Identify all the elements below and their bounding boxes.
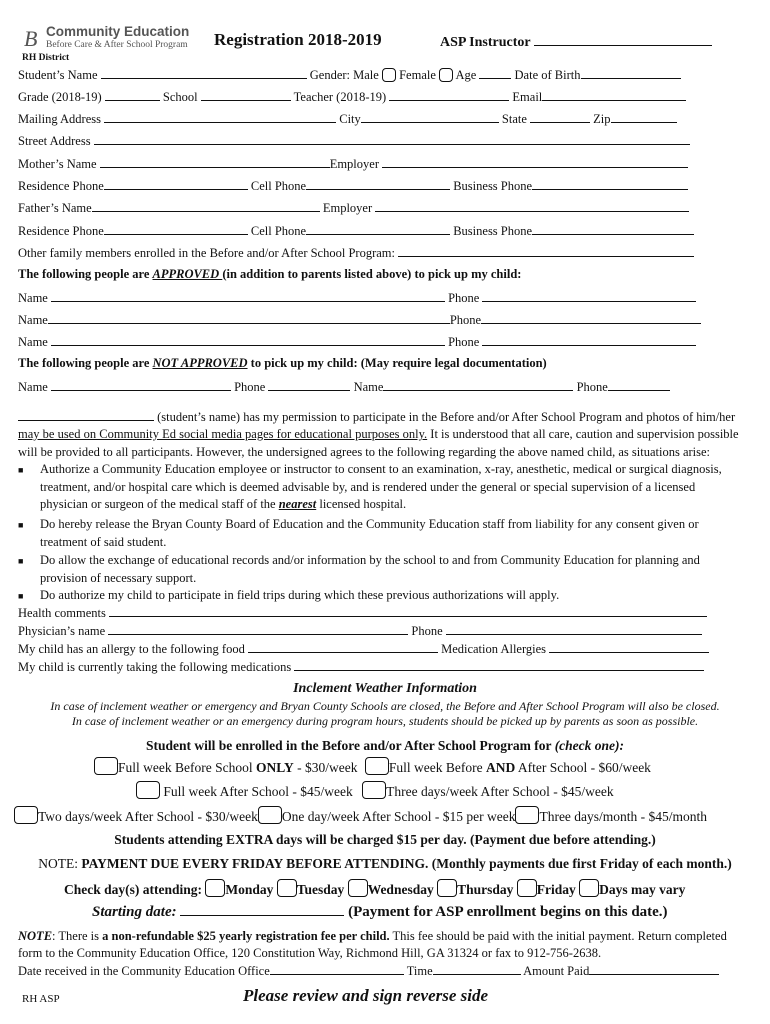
payment-note: NOTE: PAYMENT DUE EVERY FRIDAY BEFORE ATTENDING. (Monthly payments due first Friday of each month.) xyxy=(38,856,732,871)
father-phone-row: Residence Phone Cell Phone Business Phone xyxy=(18,223,694,239)
bullet-icon: ■ xyxy=(18,556,24,566)
full-week-before-only-checkbox[interactable] xyxy=(94,757,118,775)
office-use-row: Date received in the Community Education Office Time Amount Paid xyxy=(18,963,719,979)
option-row-1: Full week Before School ONLY - $30/week Full week Before AND After School - $60/week xyxy=(94,757,651,776)
other-family-field[interactable] xyxy=(398,245,694,257)
footer-note-line-2: form to the Community Education Office, 120 Constitution Way, Richmond Hill, GA 31324 or fax to 912-756-2638. xyxy=(18,946,602,960)
approved-phone-2[interactable] xyxy=(481,312,701,324)
wednesday-checkbox[interactable] xyxy=(348,879,368,897)
monday-checkbox[interactable] xyxy=(205,879,225,897)
option-row-3: Two days/week After School - $30/week One day/week After School - $15 per week Three days/month - $45/month xyxy=(14,806,707,825)
father-business-phone[interactable] xyxy=(532,223,694,235)
teacher-field[interactable] xyxy=(389,89,509,101)
approved-name-3[interactable] xyxy=(51,334,445,346)
thursday-checkbox[interactable] xyxy=(437,879,457,897)
check-days-row: Check day(s) attending: Monday Tuesday Wednesday Thursday Friday Days may vary xyxy=(64,879,685,898)
time-field[interactable] xyxy=(433,963,521,975)
approved-row-3: Name Phone xyxy=(18,334,696,350)
student-name-field[interactable] xyxy=(101,67,307,79)
student-name-row: Student’s Name Gender: Male Female Age Date of Birth xyxy=(18,67,681,83)
weather-title: Inclement Weather Information xyxy=(293,681,477,696)
approved-heading: The following people are APPROVED (in addition to parents listed above) to pick up my child: xyxy=(18,267,522,281)
two-days-week-checkbox[interactable] xyxy=(14,806,38,824)
allergy-row: My child has an allergy to the following food Medication Allergies xyxy=(18,641,709,657)
not-approved-name-1[interactable] xyxy=(51,379,231,391)
mother-business-phone[interactable] xyxy=(532,178,688,190)
mailing-row: Mailing Address City State Zip xyxy=(18,111,677,127)
approved-row-1: Name Phone xyxy=(18,290,696,306)
mother-row: Mother’s Name Employer xyxy=(18,156,688,172)
health-comments-field[interactable] xyxy=(109,605,707,617)
street-field[interactable] xyxy=(94,133,690,145)
mother-cell-phone[interactable] xyxy=(306,178,450,190)
medications-row: My child is currently taking the following medications xyxy=(18,659,704,675)
not-approved-phone-2[interactable] xyxy=(608,379,670,391)
not-approved-name-2[interactable] xyxy=(383,379,573,391)
mother-phone-row: Residence Phone Cell Phone Business Phone xyxy=(18,178,688,194)
dob-field[interactable] xyxy=(581,67,681,79)
weather-line-2: In case of inclement weather or an emergency during program hours, students should be picked up by parents as soon as possible. xyxy=(71,714,699,728)
approved-phone-3[interactable] xyxy=(482,334,696,346)
father-residence-phone[interactable] xyxy=(104,223,248,235)
logo xyxy=(22,24,190,54)
asp-instructor-label: ASP Instructor xyxy=(440,34,712,51)
bullet-item-1: Authorize a Community Education employee or instructor to consent to an examination, x-ray, anesthetic, medical or surgical diagnosis, treatment, and/or hospital care which is deemed advisable by, and is rendered under the general or special supervision of a licensed physician or surgeon of the medical staff of the nearest licensed hospital. xyxy=(40,462,722,511)
grade-row: Grade (2018-19) School Teacher (2018-19) Email xyxy=(18,89,686,105)
review-reverse-note: Please review and sign reverse side xyxy=(243,986,489,1005)
permission-line-1: (student’s name) has my permission to participate in the Before and/or After School Program and photos of him/her xyxy=(18,409,735,425)
weather-line-1: In case of inclement weather or emergency and Bryan County Schools are closed, the Before and After School Program will also be closed. xyxy=(50,699,720,713)
logo-subtitle: Before Care & After School Program xyxy=(46,40,188,50)
amount-paid-field[interactable] xyxy=(589,963,719,975)
permission-student-field[interactable] xyxy=(18,409,154,421)
father-name-field[interactable] xyxy=(92,200,320,212)
extra-days-note: Students attending EXTRA days will be charged $15 per day. (Payment due before attending.) xyxy=(114,832,656,847)
enroll-heading: Student will be enrolled in the Before and/or After School Program for (check one): xyxy=(145,738,625,753)
starting-date-field[interactable] xyxy=(180,904,344,916)
starting-date-row: Starting date: (Payment for ASP enrollment begins on this date.) xyxy=(92,904,668,920)
bullet-item-4: Do authorize my child to participate in field trips during which these previous authorizations will apply. xyxy=(40,588,560,602)
logo-title: Community Education xyxy=(46,24,190,39)
street-row: Street Address xyxy=(18,133,690,149)
mother-name-field[interactable] xyxy=(100,156,330,168)
grade-field[interactable] xyxy=(105,89,160,101)
city-field[interactable] xyxy=(361,111,499,123)
bullet-icon: ■ xyxy=(18,591,24,601)
full-week-after-checkbox[interactable] xyxy=(136,781,160,799)
bullet-item-2: Do hereby release the Bryan County Board of Education and the Community Education staff from liability for any consent given or treatment of said student. xyxy=(40,517,699,549)
mother-residence-phone[interactable] xyxy=(104,178,248,190)
permission-line-3: will be provided to all participants. However, the undersigned agrees to the following regarding the above named child, as situations arise: xyxy=(18,445,711,459)
district-label: RH District xyxy=(22,53,70,63)
approved-phone-1[interactable] xyxy=(482,290,696,302)
father-employer-field[interactable] xyxy=(375,200,689,212)
date-received-field[interactable] xyxy=(270,963,404,975)
option-row-2: Full week After School - $45/week Three days/week After School - $45/week xyxy=(136,781,614,800)
father-row: Father’s Name Employer xyxy=(18,200,689,216)
page-title: Registration 2018-2019 xyxy=(214,30,382,49)
medications-field[interactable] xyxy=(294,659,704,671)
other-family-row: Other family members enrolled in the Before and/or After School Program: xyxy=(18,245,694,261)
age-field[interactable] xyxy=(479,67,511,79)
not-approved-phone-1[interactable] xyxy=(268,379,350,391)
full-week-before-and-after-checkbox[interactable] xyxy=(365,757,389,775)
health-comments-row: Health comments xyxy=(18,605,707,621)
physician-phone-field[interactable] xyxy=(446,623,702,635)
bullet-icon: ■ xyxy=(18,520,24,530)
tuesday-checkbox[interactable] xyxy=(277,879,297,897)
not-approved-row: Name Phone Name Phone xyxy=(18,379,670,395)
permission-line-2: may be used on Community Ed social media pages for educational purposes only. It is understood that all care, caution and supervision possible xyxy=(18,427,739,441)
logo-mark-icon xyxy=(22,24,44,52)
bullet-icon: ■ xyxy=(18,465,24,475)
one-day-week-checkbox[interactable] xyxy=(258,806,282,824)
zip-field[interactable] xyxy=(611,111,677,123)
medication-allergy-field[interactable] xyxy=(549,641,709,653)
physician-name-field[interactable] xyxy=(108,623,408,635)
three-days-month-checkbox[interactable] xyxy=(515,806,539,824)
state-field[interactable] xyxy=(530,111,590,123)
friday-checkbox[interactable] xyxy=(517,879,537,897)
school-field[interactable] xyxy=(201,89,291,101)
three-days-week-checkbox[interactable] xyxy=(362,781,386,799)
mother-employer-field[interactable] xyxy=(382,156,688,168)
father-cell-phone[interactable] xyxy=(306,223,450,235)
approved-name-1[interactable] xyxy=(51,290,445,302)
svg-text:B: B xyxy=(24,26,38,51)
female-checkbox[interactable] xyxy=(439,68,453,82)
days-may-vary-checkbox[interactable] xyxy=(579,879,599,897)
email-field[interactable] xyxy=(542,89,686,101)
male-checkbox[interactable] xyxy=(382,68,396,82)
mailing-field[interactable] xyxy=(104,111,336,123)
form-code: RH ASP xyxy=(22,993,60,1005)
not-approved-heading: The following people are NOT APPROVED to pick up my child: (May require legal documentation) xyxy=(18,356,547,370)
approved-name-2[interactable] xyxy=(48,312,450,324)
footer-note-line-1: NOTE: There is a non-refundable $25 yearly registration fee per child. This fee should be paid with the initial payment. Return completed xyxy=(18,929,727,943)
approved-row-2: Name Phone xyxy=(18,312,701,328)
bullet-item-3: Do allow the exchange of educational records and/or information by the school to and from Community Education for planning and provision of necessary support. xyxy=(40,553,700,585)
food-allergy-field[interactable] xyxy=(248,641,438,653)
physician-row: Physician’s name Phone xyxy=(18,623,702,639)
